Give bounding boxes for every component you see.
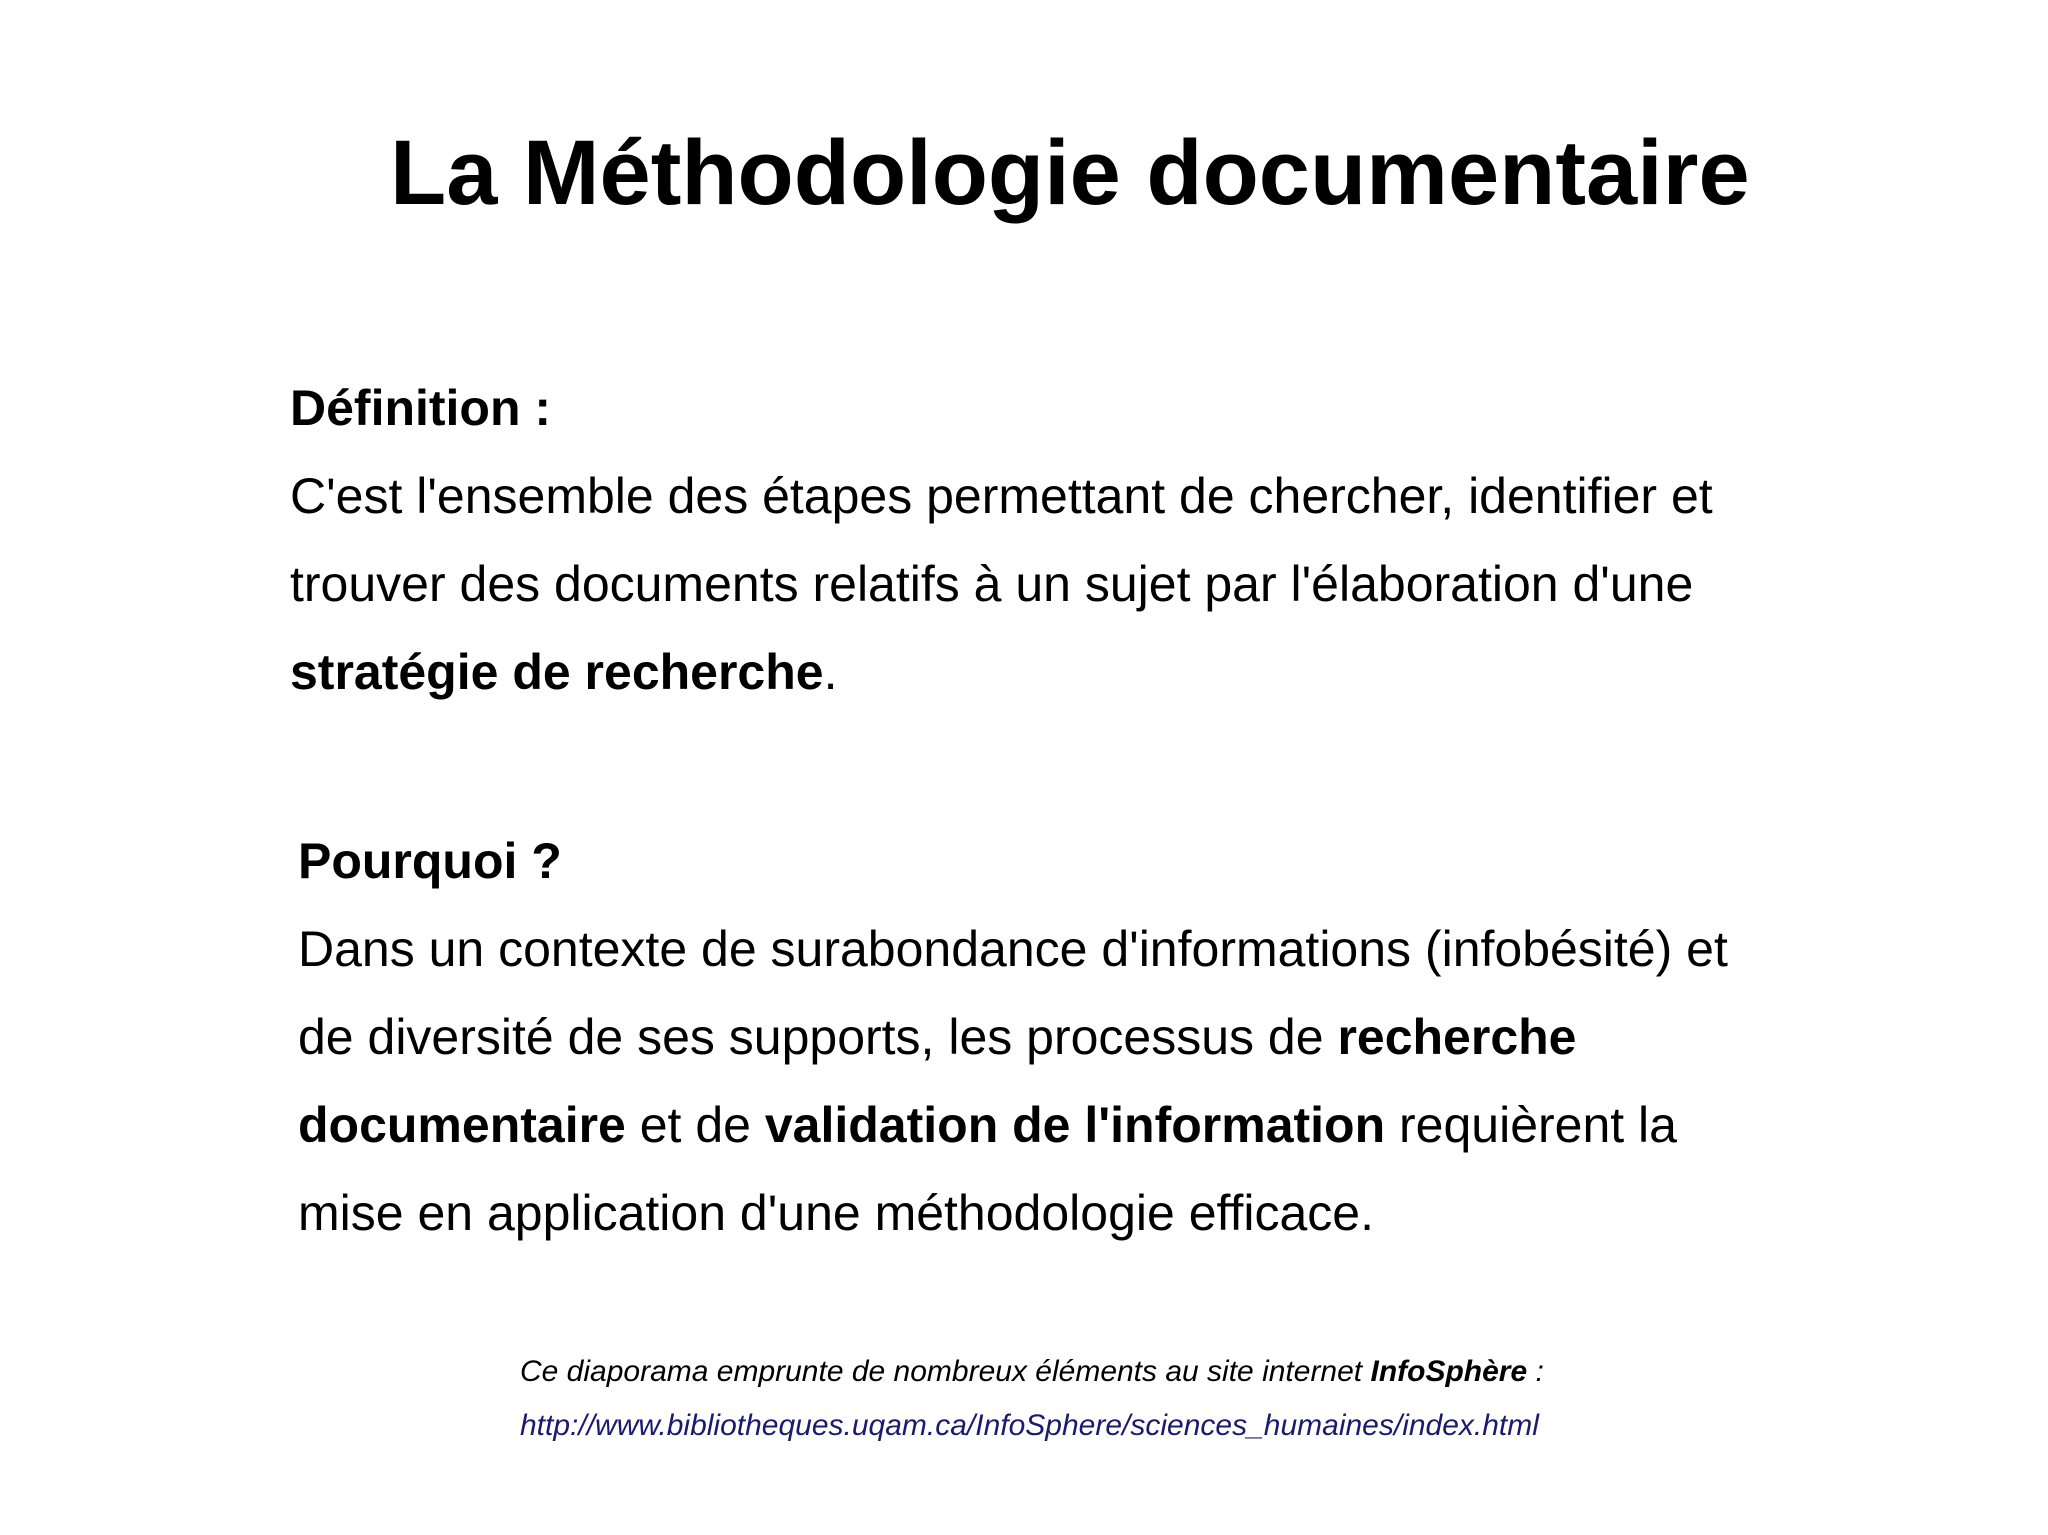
pourquoi-emphasis-recherche: recherche xyxy=(1337,1009,1577,1065)
footer-credit xyxy=(520,1345,1544,1453)
definition-line-3-end: . xyxy=(823,644,838,700)
definition-section xyxy=(290,364,1713,716)
footer-credit-end: : xyxy=(1527,1355,1544,1388)
definition-line-1: C'est l'ensemble des étapes permettant de chercher, identifier et xyxy=(290,468,1713,524)
definition-emphasis: stratégie de recherche xyxy=(290,644,824,700)
pourquoi-emphasis-validation: validation de l'information xyxy=(764,1097,1386,1153)
definition-line-2: trouver des documents relatifs à un sujet par l'élaboration d'une xyxy=(290,556,1694,612)
pourquoi-section xyxy=(298,817,1728,1257)
footer-site-name: InfoSphère xyxy=(1370,1355,1528,1388)
footer-credit-text xyxy=(520,1345,1544,1399)
definition-heading: Définition : xyxy=(290,380,552,436)
pourquoi-line-3-mid: et de xyxy=(625,1097,765,1153)
pourquoi-line-4: mise en application d'une méthodologie efficace. xyxy=(298,1185,1375,1241)
definition-line-3 xyxy=(290,628,1713,716)
pourquoi-emphasis-documentaire: documentaire xyxy=(298,1097,626,1153)
slide-title: La Méthodologie documentaire xyxy=(390,122,1750,224)
pourquoi-line-1: Dans un contexte de surabondance d'informations (infobésité) et xyxy=(298,921,1728,977)
footer-url-link[interactable]: http://www.bibliotheques.uqam.ca/InfoSphere/sciences_humaines/index.html xyxy=(520,1409,1539,1442)
pourquoi-line-3-end: requièrent la xyxy=(1385,1097,1677,1153)
pourquoi-heading: Pourquoi ? xyxy=(298,833,562,889)
footer-credit-start: Ce diaporama emprunte de nombreux éléments au site internet xyxy=(520,1355,1371,1388)
pourquoi-line-2-start: de diversité de ses supports, les processus de xyxy=(298,1009,1338,1065)
pourquoi-line-2 xyxy=(298,993,1728,1081)
pourquoi-line-3 xyxy=(298,1081,1728,1169)
